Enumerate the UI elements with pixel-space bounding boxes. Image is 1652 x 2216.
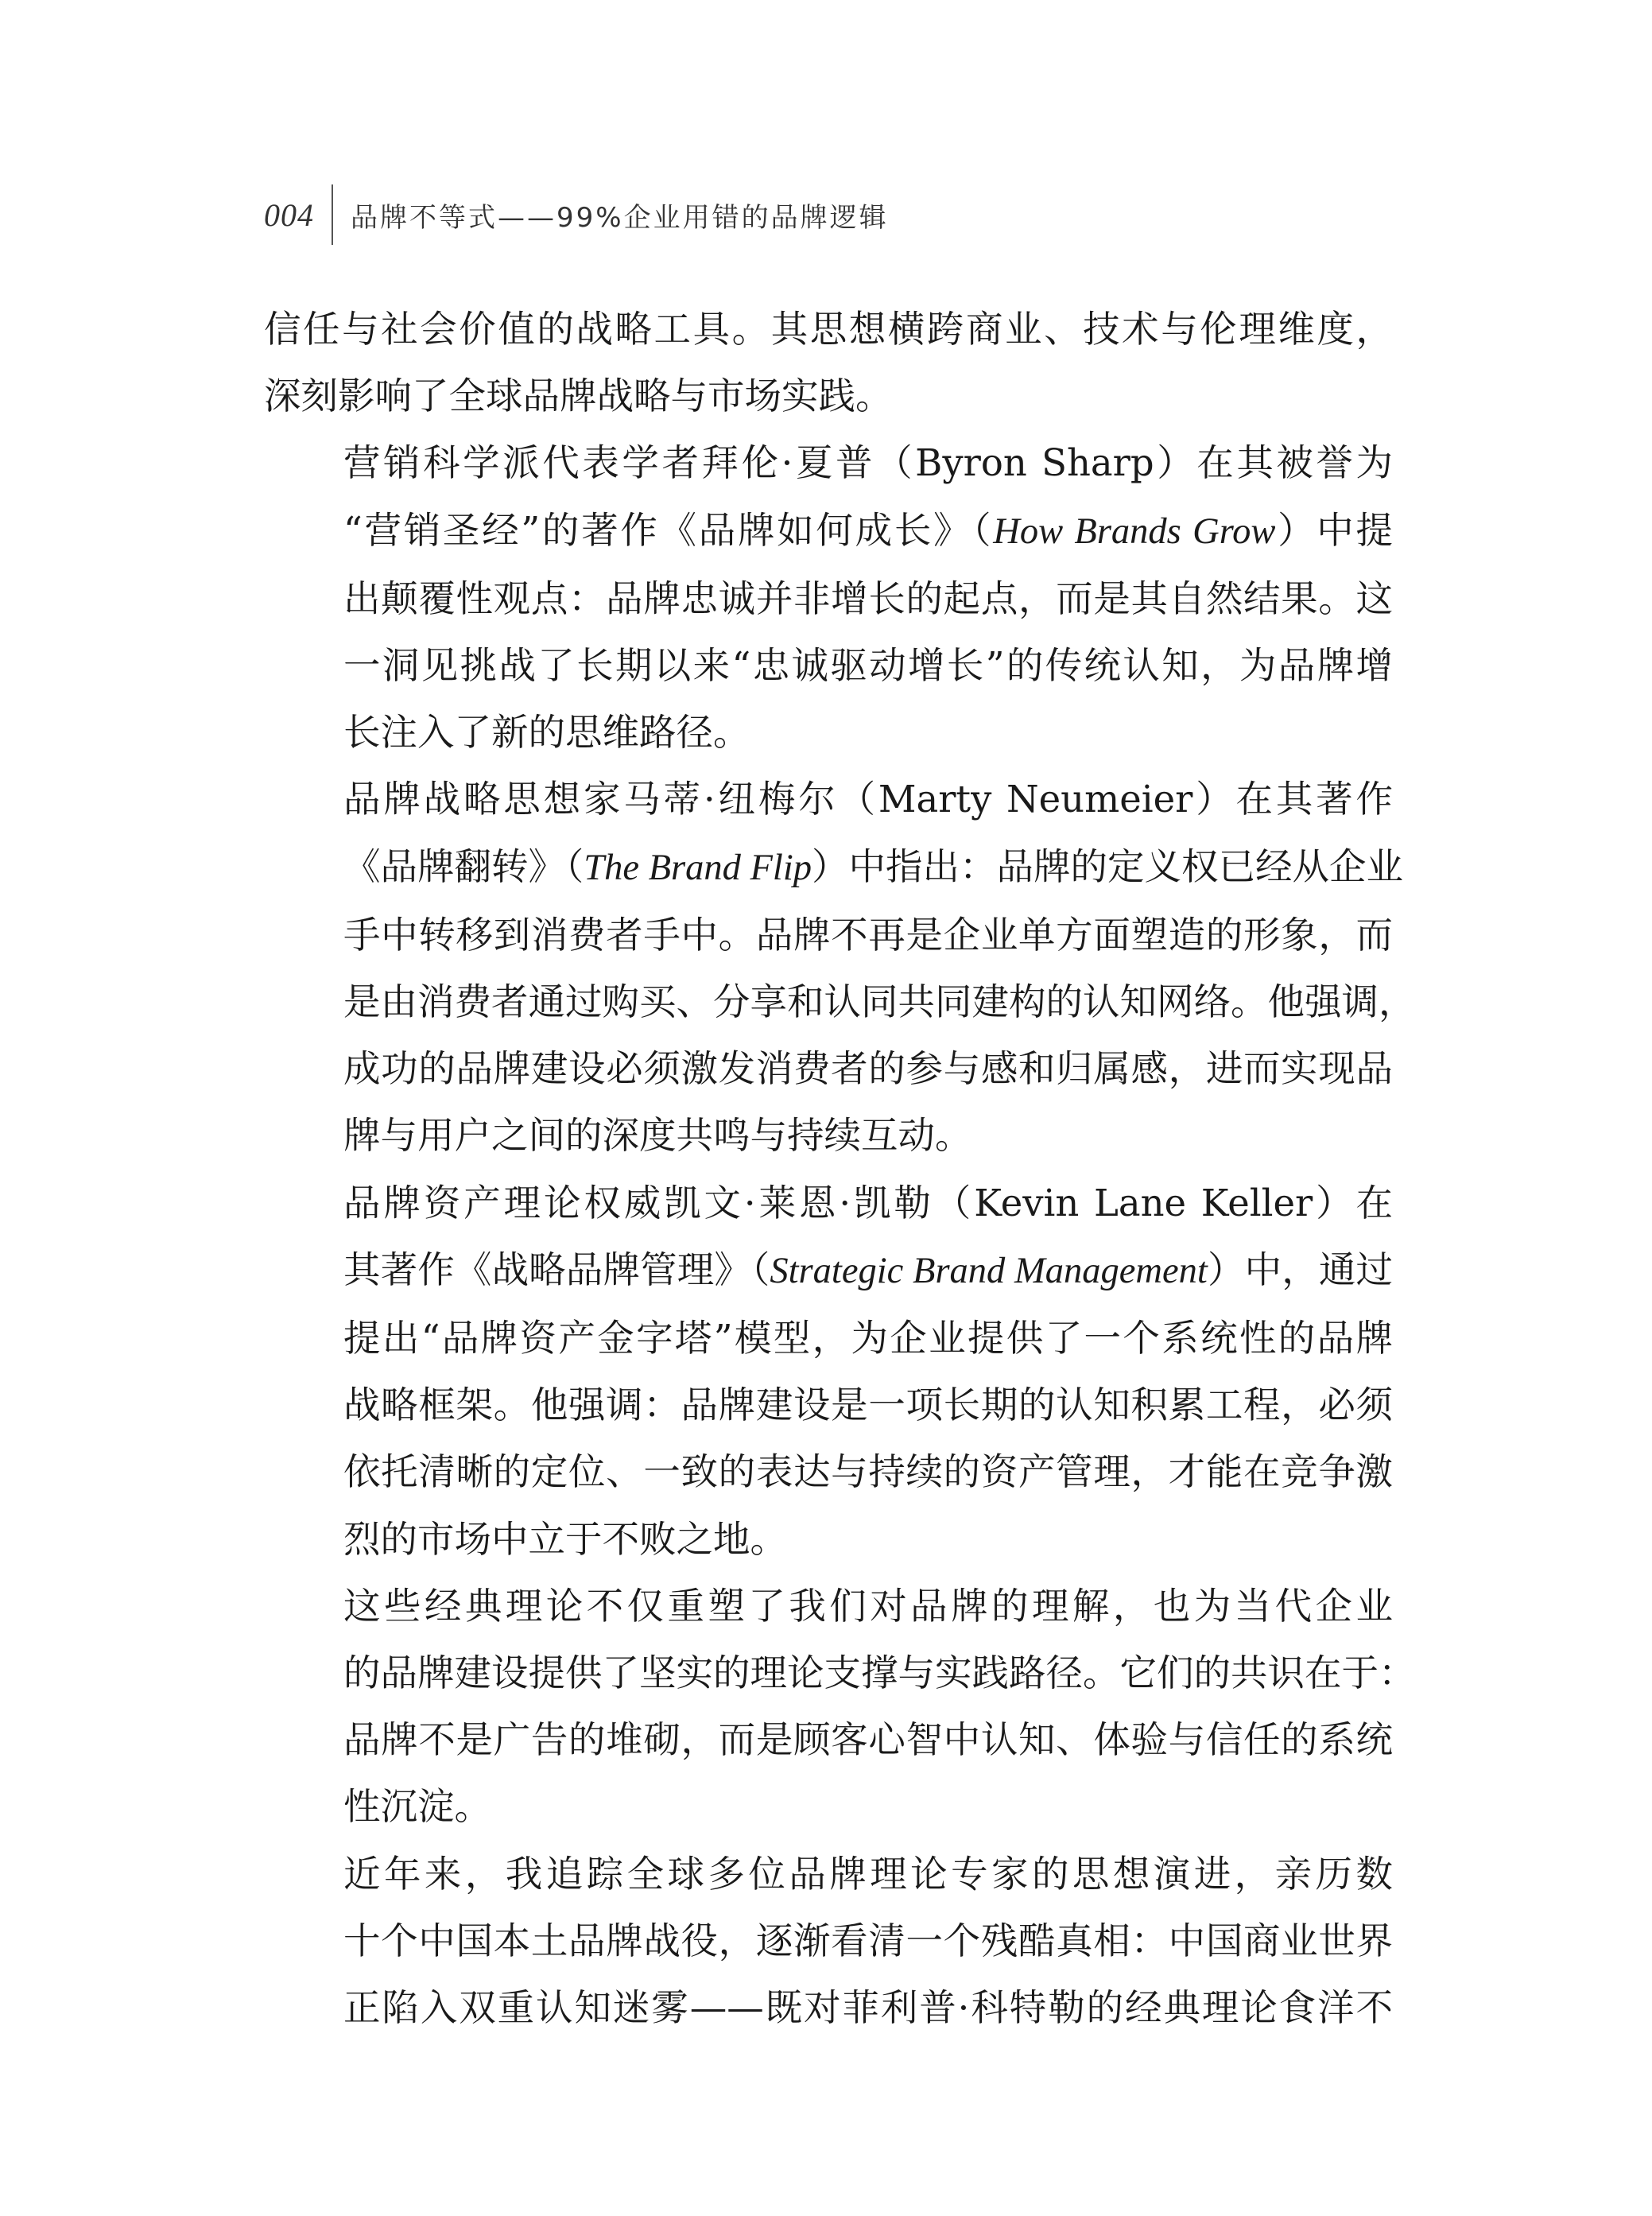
text-line: 信任与社会价值的战略工具。其思想横跨商业、技术与伦理维度， <box>264 308 1393 351</box>
text-line: 品牌资产理论权威凯文·莱恩·凯勒（Kevin Lane Keller）在 <box>343 1181 1393 1224</box>
text-line: 品牌不是广告的堆砌，而是顾客心智中认知、体验与信任的系统 <box>343 1718 1393 1762</box>
text-line: 的品牌建设提供了坚实的理论支撑与实践路径。它们的共识在于： <box>343 1651 1416 1695</box>
paragraph-1 <box>264 296 1393 429</box>
work-title-italic: Strategic Brand Management <box>770 1250 1208 1291</box>
text-line: 正陷入双重认知迷雾——既对菲利普·科特勒的经典理论食洋不 <box>343 1986 1393 2030</box>
text-line: 出颠覆性观点：品牌忠诚并非增长的起点，而是其自然结果。这 <box>343 576 1393 620</box>
text-line: 营销科学派代表学者拜伦·夏普（Byron Sharp）在其被誉为 <box>343 441 1393 485</box>
text-line: 这些经典理论不仅重塑了我们对品牌的理解，也为当代企业 <box>343 1584 1393 1628</box>
text-line: 牌与用户之间的深度共鸣与持续互动。 <box>343 1114 972 1158</box>
text-line: 依托清晰的定位、一致的表达与持续的资产管理，才能在竞争激 <box>343 1450 1393 1494</box>
text-line: 十个中国本土品牌战役，逐渐看清一个残酷真相：中国商业世界 <box>343 1919 1393 1962</box>
text-line: 战略框架。他强调：品牌建设是一项长期的认知积累工程，必须 <box>343 1384 1393 1427</box>
running-header <box>264 184 889 245</box>
text-line: 一洞见挑战了长期以来“忠诚驱动增长”的传统认知，为品牌增 <box>343 644 1393 688</box>
text-line: 长注入了新的思维路径。 <box>343 711 750 755</box>
text-line: 烈的市场中立于不败之地。 <box>343 1517 787 1561</box>
work-title-italic: How Brands Grow <box>993 510 1276 552</box>
text-line: 《品牌翻转》（The Brand Flip）中指出：品牌的定义权已经从企业 <box>343 844 1403 888</box>
text-line: 近年来，我追踪全球多位品牌理论专家的思想演进，亲历数 <box>343 1852 1393 1896</box>
paragraph-3 <box>264 766 1416 1169</box>
text-line: 性沉淀。 <box>343 1785 491 1829</box>
text-line: 深刻影响了全球品牌战略与市场实践。 <box>264 375 893 418</box>
text-line: “营销圣经”的著作《品牌如何成长》（How Brands Grow）中提 <box>343 508 1393 552</box>
text-line: 手中转移到消费者手中。品牌不再是企业单方面塑造的形象，而 <box>343 913 1393 957</box>
text-line: 成功的品牌建设必须激发消费者的参与感和归属感，进而实现品 <box>343 1047 1393 1091</box>
text-line: 是由消费者通过购买、分享和认同共同建构的认知网络。他强调， <box>343 980 1416 1024</box>
text-line: 其著作《战略品牌管理》（Strategic Brand Management）中，通过 <box>343 1248 1393 1291</box>
paragraph-5 <box>264 1573 1416 1841</box>
header-divider <box>332 184 333 245</box>
paragraph-6 <box>264 1841 1393 2042</box>
paragraph-2 <box>264 429 1393 766</box>
text-line: 品牌战略思想家马蒂·纽梅尔（Marty Neumeier）在其著作 <box>343 778 1393 821</box>
book-title: 品牌不等式——99%企业用错的品牌逻辑 <box>351 201 889 234</box>
text-line: 提出“品牌资产金字塔”模型，为企业提供了一个系统性的品牌 <box>343 1317 1393 1360</box>
work-title-italic: The Brand Flip <box>584 847 812 888</box>
paragraph-4 <box>264 1170 1393 1573</box>
page-number: 004 <box>264 196 314 233</box>
body-text <box>264 296 1416 2041</box>
